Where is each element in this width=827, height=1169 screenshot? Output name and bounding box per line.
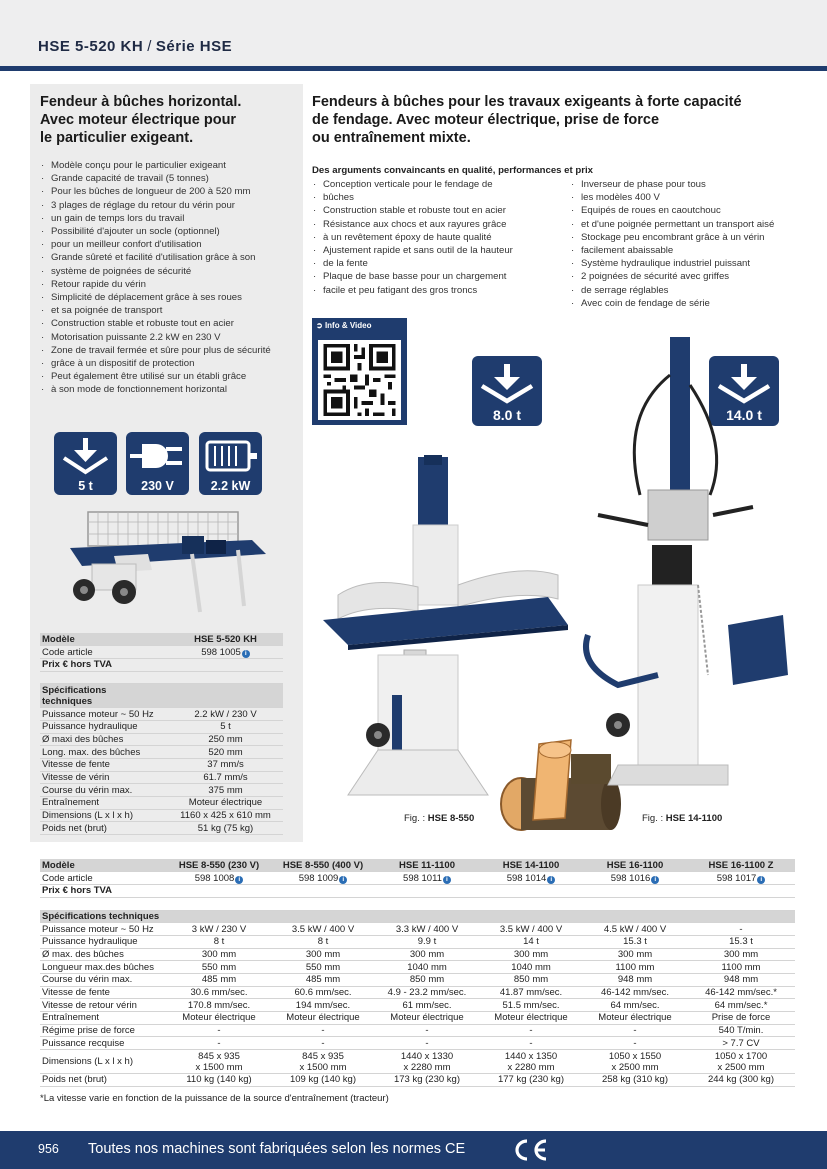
qr-code-icon: [318, 340, 401, 420]
splitting-force-icon: [54, 436, 117, 476]
table-row: [40, 999, 795, 1012]
article-number: 598 1017: [716, 872, 757, 884]
table-cell-label: Prix € hors TVA: [40, 658, 168, 671]
table-cell-value: [168, 658, 283, 671]
argument-item: · Système hydraulique industriel puissant: [570, 257, 815, 270]
table-cell-value: 520 mm: [168, 746, 283, 759]
table-cell-label: Prix € hors TVA: [40, 884, 167, 897]
feature-item-cont: · système de poignées de sécurité: [40, 265, 302, 278]
table-section-row: [40, 684, 283, 708]
caption-model: HSE 14-1100: [665, 813, 723, 824]
table-row: [40, 720, 283, 733]
table-cell-value: 41.87 mm/sec.: [479, 986, 583, 999]
dim-line: x 1500 mm: [299, 1061, 347, 1073]
table-cell-value: [687, 872, 795, 885]
table-cell-value: 3.3 kW / 400 V: [375, 923, 479, 936]
footer-text: Toutes nos machines sont fabriquées selon les normes CE: [88, 1141, 466, 1157]
dim-line: 1440 x 1350: [504, 1050, 558, 1062]
table-header-cell: HSE 16-1100 Z: [687, 859, 795, 872]
table-row: [40, 974, 795, 987]
table-cell-value: 540 T/min.: [687, 1024, 795, 1037]
info-icon[interactable]: i: [339, 876, 347, 884]
table-row: [40, 658, 283, 671]
table-cell-value: -: [375, 1037, 479, 1050]
splitting-force-label: 5 t: [78, 479, 93, 493]
table-cell-value: 300 mm: [687, 948, 795, 961]
ce-mark-icon: [510, 1136, 550, 1164]
dim-line: 1440 x 1330: [400, 1050, 454, 1062]
big-spec-table: [40, 859, 795, 1087]
table-row: [40, 923, 795, 936]
table-header-cell: Modèle: [40, 859, 167, 872]
table-cell-value: 485 mm: [271, 974, 375, 987]
table-cell-value: 1100 mm: [687, 961, 795, 974]
table-cell-value: 109 kg (140 kg): [271, 1074, 375, 1087]
table-cell-label: Dimensions (L x l x h): [40, 809, 168, 822]
table-cell-value: -: [479, 1037, 583, 1050]
table-cell-value: 51 kg (75 kg): [168, 822, 283, 835]
table-cell-value: -: [583, 1037, 687, 1050]
hse-14-1100-image: [578, 335, 818, 795]
argument-item-cont: · et d'une poignée permettant un transport aisé: [570, 218, 815, 231]
feature-item-cont: · à son mode de fonctionnement horizontal: [40, 383, 302, 396]
table-header-cell: HSE 8-550 (400 V): [271, 859, 375, 872]
table-row: [40, 961, 795, 974]
plug-icon: [126, 436, 189, 476]
table-cell-value: 173 kg (230 kg): [375, 1074, 479, 1087]
table-cell-value: 948 mm: [687, 974, 795, 987]
table-cell-value: 3.5 kW / 400 V: [479, 923, 583, 936]
feature-item: · Peut également être utilisé sur un établi grâce: [40, 370, 302, 383]
argument-item: · Conception verticale pour le fendage de: [312, 178, 562, 191]
table-section-heading: [40, 684, 168, 708]
dim-line: 1050 x 1700: [714, 1050, 768, 1062]
page-header: [0, 0, 827, 70]
table-cell-value: 14 t: [479, 935, 583, 948]
argument-item-cont: · bûches: [312, 191, 562, 204]
argument-item: · Résistance aux chocs et aux rayures grâce: [312, 218, 562, 231]
left-title-line: Avec moteur électrique pour: [40, 112, 237, 128]
table-cell-value: 550 mm: [271, 961, 375, 974]
argument-item: · 2 poignées de sécurité avec griffes: [570, 270, 815, 283]
table-cell-value: Prise de force: [687, 1012, 795, 1025]
voltage-label: 230 V: [141, 479, 174, 493]
argument-item: · Ajustement rapide et sans outil de la hauteur: [312, 244, 562, 257]
arguments-list-left: [312, 178, 562, 297]
right-title-line: de fendage. Avec moteur électrique, prise de force: [312, 112, 660, 128]
article-number: 598 1011: [403, 872, 442, 884]
table-cell-value: 64 mm/sec.: [583, 999, 687, 1012]
table-cell-value: 61 mm/sec.: [375, 999, 479, 1012]
table-cell-value: 1100 mm: [583, 961, 687, 974]
table-cell-label: Poids net (brut): [40, 1074, 167, 1087]
table-row: [40, 809, 283, 822]
table-cell-value: [479, 1050, 583, 1074]
arguments-heading: Des arguments convaincants en qualité, performances et prix: [312, 165, 593, 176]
table-cell-label: Course du vérin max.: [40, 784, 168, 797]
article-number: 598 1008: [194, 872, 235, 884]
table-cell-value: 948 mm: [583, 974, 687, 987]
argument-item: · Avec coin de fendage de série: [570, 297, 815, 310]
table-cell-label: Dimensions (L x l x h): [40, 1050, 167, 1074]
table-row: [40, 1012, 795, 1025]
table-cell-value: 850 mm: [479, 974, 583, 987]
table-cell-value: Moteur électrique: [583, 1012, 687, 1025]
info-icon[interactable]: i: [547, 876, 555, 884]
table-cell-label: Puissance hydraulique: [40, 935, 167, 948]
argument-item-cont: · de serrage réglables: [570, 284, 815, 297]
table-cell-value: 177 kg (230 kg): [479, 1074, 583, 1087]
table-cell-value: Moteur électrique: [375, 1012, 479, 1025]
info-video-qr[interactable]: [312, 318, 407, 425]
table-row: [40, 986, 795, 999]
table-cell-value: -: [271, 1037, 375, 1050]
table-cell-label: Course du vérin max.: [40, 974, 167, 987]
feature-item-cont: · et sa poignée de transport: [40, 304, 302, 317]
argument-item-cont: · facile et peu fatigant des gros troncs: [312, 284, 562, 297]
right-title: [312, 93, 792, 147]
table-cell-value: 37 mm/s: [168, 759, 283, 772]
argument-item: · Stockage peu encombrant grâce à un vérin: [570, 231, 815, 244]
table-cell-value: 258 kg (310 kg): [583, 1074, 687, 1087]
table-cell-value: 375 mm: [168, 784, 283, 797]
header-title: [38, 38, 232, 55]
force-label: 8.0 t: [492, 407, 521, 423]
argument-item: · Equipés de roues en caoutchouc: [570, 204, 815, 217]
table-cell-value: 250 mm: [168, 733, 283, 746]
table-cell-value: 3 kW / 230 V: [167, 923, 271, 936]
feature-item: · Modèle conçu pour le particulier exigeant: [40, 159, 302, 172]
table-cell-value: 300 mm: [375, 948, 479, 961]
table-row: [40, 1024, 795, 1037]
table-cell-value: 300 mm: [479, 948, 583, 961]
table-cell-value: 46-142 mm/sec.*: [687, 986, 795, 999]
header-series: Série HSE: [155, 38, 233, 55]
table-cell-value: 300 mm: [583, 948, 687, 961]
info-icon[interactable]: i: [651, 876, 659, 884]
table-cell-value: 3.5 kW / 400 V: [271, 923, 375, 936]
table-cell-label: Puissance moteur ~ 50 Hz: [40, 708, 168, 721]
table-cell-value: [375, 1050, 479, 1074]
table-cell-label: Entraînement: [40, 1012, 167, 1025]
footnote: *La vitesse varie en fonction de la puissance de la source d'entraînement (tracteur): [40, 1093, 389, 1104]
table-row: [40, 897, 795, 910]
article-number: 598 1009: [298, 872, 339, 884]
table-cell-value: 1040 mm: [375, 961, 479, 974]
dim-line: x 2500 mm: [611, 1061, 659, 1073]
feature-item: · 3 plages de réglage du retour du vérin pour: [40, 199, 302, 212]
table-cell-value: 5 t: [168, 720, 283, 733]
figure-caption-hse-8-550: [404, 813, 474, 824]
table-cell-label: Poids net (brut): [40, 822, 168, 835]
table-cell-value: > 7.7 CV: [687, 1037, 795, 1050]
table-cell-value: [167, 1050, 271, 1074]
argument-item-cont: · à un revêtement époxy de haute qualité: [312, 231, 562, 244]
table-cell-label: Entraînement: [40, 797, 168, 810]
table-row: [40, 784, 283, 797]
table-cell-value: Moteur électrique: [271, 1012, 375, 1025]
argument-item: · Construction stable et robuste tout en acier: [312, 204, 562, 217]
small-spec-table: [40, 633, 283, 835]
table-section-heading: Spécifications techniques: [40, 910, 167, 923]
info-icon[interactable]: i: [235, 876, 243, 884]
table-cell-value: 550 mm: [167, 961, 271, 974]
qr-label-text: Info & Video: [324, 321, 372, 330]
header-model: HSE 5-520 KH: [38, 38, 144, 55]
table-section-row: [40, 910, 795, 923]
argument-item: · Plaque de base basse pour un chargement: [312, 270, 562, 283]
feature-item: · Motorisation puissante 2.2 kW en 230 V: [40, 331, 302, 344]
table-cell-value: -: [375, 1024, 479, 1037]
table-cell-value: [168, 646, 283, 659]
table-cell-value: 8 t: [271, 935, 375, 948]
table-row: [40, 759, 283, 772]
table-cell-label: Longueur max.des bûches: [40, 961, 167, 974]
table-row: [40, 884, 795, 897]
table-cell-value: 485 mm: [167, 974, 271, 987]
table-row: [40, 1074, 795, 1087]
table-cell-value: 30.6 mm/sec.: [167, 986, 271, 999]
table-cell-value: 46-142 mm/sec.: [583, 986, 687, 999]
caption-model: HSE 8-550: [427, 813, 475, 824]
left-feature-list: [40, 159, 302, 397]
article-number: 598 1005: [201, 646, 241, 658]
left-title-line: le particulier exigeant.: [40, 130, 194, 146]
table-cell-value: 4.5 kW / 400 V: [583, 923, 687, 936]
table-header-cell: HSE 11-1100: [375, 859, 479, 872]
table-cell-value: 300 mm: [167, 948, 271, 961]
info-icon[interactable]: i: [242, 650, 250, 658]
table-header-row: [40, 859, 795, 872]
table-row-dimensions: [40, 1050, 795, 1074]
left-title: [40, 93, 280, 147]
argument-item: · Inverseur de phase pour tous: [570, 178, 815, 191]
argument-item-cont: · les modèles 400 V: [570, 191, 815, 204]
table-cell-value: -: [583, 1024, 687, 1037]
table-row: [40, 733, 283, 746]
figure-caption-hse-14-1100: [642, 813, 722, 824]
feature-item: · Simplicité de déplacement grâce à ses roues: [40, 291, 302, 304]
table-row: [40, 1037, 795, 1050]
feature-item: · Retour rapide du vérin: [40, 278, 302, 291]
table-cell-value: [167, 872, 271, 885]
table-cell-label: Vitesse de vérin: [40, 771, 168, 784]
caption-prefix: Fig. :: [642, 813, 664, 824]
table-cell-value: 9.9 t: [375, 935, 479, 948]
table-cell-label: Ø maxi des bûches: [40, 733, 168, 746]
feature-item: · Construction stable et robuste tout en acier: [40, 317, 302, 330]
table-cell-value: [583, 872, 687, 885]
table-cell-value: 61.7 mm/s: [168, 771, 283, 784]
header-separator: /: [147, 38, 152, 55]
table-cell-value: -: [687, 923, 795, 936]
table-row: [40, 771, 283, 784]
table-cell-value: 300 mm: [271, 948, 375, 961]
section-heading-line: Spécifications: [42, 684, 107, 696]
table-header-cell: HSE 8-550 (230 V): [167, 859, 271, 872]
table-header-cell: HSE 16-1100: [583, 859, 687, 872]
table-cell-value: [271, 1050, 375, 1074]
table-cell-label: Puissance moteur ~ 50 Hz: [40, 923, 167, 936]
table-row: [40, 746, 283, 759]
table-cell-value: 60.6 mm/sec.: [271, 986, 375, 999]
feature-item-cont: · grâce à un dispositif de protection: [40, 357, 302, 370]
section-heading-line: techniques: [42, 695, 93, 707]
table-cell-value: 15.3 t: [687, 935, 795, 948]
feature-item: · Pour les bûches de longueur de 200 à 520 mm: [40, 185, 302, 198]
table-row: [40, 797, 283, 810]
dim-line: x 2500 mm: [717, 1061, 765, 1073]
arguments-list-right: [570, 178, 815, 310]
force-label: 14.0 t: [726, 407, 762, 423]
motor-icon: [199, 436, 262, 476]
header-rule: [0, 66, 827, 71]
table-header-cell: Modèle: [40, 633, 168, 646]
table-cell-value: -: [167, 1037, 271, 1050]
table-cell-value: 850 mm: [375, 974, 479, 987]
table-cell-value: [583, 1050, 687, 1074]
table-cell-value: 8 t: [167, 935, 271, 948]
feature-item-cont: · un gain de temps lors du travail: [40, 212, 302, 225]
feature-item: · Possibilité d'ajouter un socle (optionnel): [40, 225, 302, 238]
horizontal-log-splitter-image: [62, 506, 302, 618]
table-cell-label: Vitesse de retour vérin: [40, 999, 167, 1012]
dim-line: 845 x 935: [302, 1050, 344, 1062]
info-icon[interactable]: i: [757, 876, 765, 884]
table-cell-label: Code article: [40, 872, 167, 885]
article-number: 598 1016: [610, 872, 651, 884]
motor-power-label: 2.2 kW: [210, 479, 251, 493]
table-row: [40, 948, 795, 961]
dim-line: x 2280 mm: [507, 1061, 555, 1073]
table-row: [40, 708, 283, 721]
table-cell-value: Moteur électrique: [168, 797, 283, 810]
table-cell-value: [479, 872, 583, 885]
table-cell-value: 15.3 t: [583, 935, 687, 948]
table-cell-label: Vitesse de fente: [40, 759, 168, 772]
table-cell-value: 2.2 kW / 230 V: [168, 708, 283, 721]
feature-item: · Grande sûreté et facilité d'utilisation grâce à son: [40, 251, 302, 264]
dim-line: x 2280 mm: [403, 1061, 451, 1073]
table-row: [40, 671, 283, 684]
table-row: [40, 935, 795, 948]
table-row: [40, 872, 795, 885]
table-cell-value: 51.5 mm/sec.: [479, 999, 583, 1012]
motor-power-badge: [199, 432, 262, 495]
table-cell-value: 170.8 mm/sec.: [167, 999, 271, 1012]
table-cell-label: Long. max. des bûches: [40, 746, 168, 759]
right-title-line: ou entraînement mixte.: [312, 130, 471, 146]
article-number: 598 1014: [506, 872, 547, 884]
table-cell-value: [271, 872, 375, 885]
table-cell-label: Vitesse de fente: [40, 986, 167, 999]
table-cell-value: 194 mm/sec.: [271, 999, 375, 1012]
table-row: [40, 646, 283, 659]
table-cell-value: -: [271, 1024, 375, 1037]
play-icon: ➲: [316, 321, 325, 330]
info-icon[interactable]: i: [443, 876, 451, 884]
table-cell-label: Code article: [40, 646, 168, 659]
table-cell-value: -: [479, 1024, 583, 1037]
table-cell-label: Puissance recquise: [40, 1037, 167, 1050]
table-row: [40, 822, 283, 835]
table-cell-label: Puissance hydraulique: [40, 720, 168, 733]
feature-item: · Grande capacité de travail (5 tonnes): [40, 172, 302, 185]
feature-item: · Zone de travail fermée et sûre pour plus de sécurité: [40, 344, 302, 357]
qr-label: [316, 321, 371, 330]
voltage-badge: [126, 432, 189, 495]
table-cell-value: 4.9 - 23.2 mm/sec.: [375, 986, 479, 999]
table-cell-value: 1160 x 425 x 610 mm: [168, 809, 283, 822]
page-footer: [0, 1131, 827, 1169]
dim-line: 845 x 935: [198, 1050, 240, 1062]
table-cell-value: 64 mm/sec.*: [687, 999, 795, 1012]
table-cell-value: Moteur électrique: [479, 1012, 583, 1025]
table-cell-value: 110 kg (140 kg): [167, 1074, 271, 1087]
right-title-line: Fendeurs à bûches pour les travaux exigeants à forte capacité: [312, 94, 742, 110]
force-badge-8t: [472, 356, 542, 426]
splitting-force-badge: [54, 432, 117, 495]
table-header-cell: HSE 14-1100: [479, 859, 583, 872]
table-cell-value: [687, 1050, 795, 1074]
dim-line: x 1500 mm: [195, 1061, 243, 1073]
table-cell-value: [375, 872, 479, 885]
table-header-row: [40, 633, 283, 646]
splitting-force-icon: [472, 362, 542, 404]
left-title-line: Fendeur à bûches horizontal.: [40, 94, 242, 110]
table-header-cell: HSE 5-520 KH: [168, 633, 283, 646]
feature-item-cont: · pour un meilleur confort d'utilisation: [40, 238, 302, 251]
table-cell-label: Régime prise de force: [40, 1024, 167, 1037]
argument-item-cont: · facilement abaissable: [570, 244, 815, 257]
dim-line: 1050 x 1550: [608, 1050, 662, 1062]
table-cell-value: Moteur électrique: [167, 1012, 271, 1025]
table-cell-value: 1040 mm: [479, 961, 583, 974]
table-cell-label: Ø max. des bûches: [40, 948, 167, 961]
page-number: 956: [38, 1142, 59, 1156]
table-cell-value: 244 kg (300 kg): [687, 1074, 795, 1087]
caption-prefix: Fig. :: [404, 813, 426, 824]
table-cell-value: -: [167, 1024, 271, 1037]
argument-item-cont: · de la fente: [312, 257, 562, 270]
